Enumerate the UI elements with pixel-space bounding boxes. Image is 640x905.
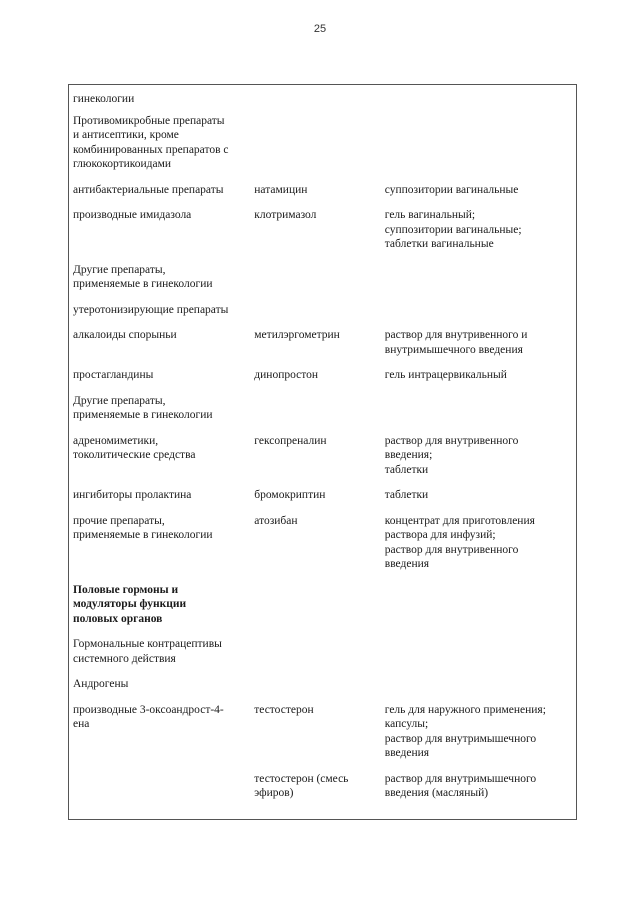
table-row [73,303,572,318]
category-cell: Другие препараты, применяемые в гинекологии [73,394,213,421]
table-row [73,583,572,627]
drug-name-cell: клотримазол [254,209,317,221]
table-row [73,92,572,107]
table-row [73,434,572,478]
category-cell: прочие препараты, применяемые в гинекологии [73,514,213,541]
table-row [73,328,572,357]
dosage-form-cell: гель интрацервикальный [384,369,507,381]
dosage-form-cell: раствор для внутримышечного введения (масляный) [384,772,537,799]
category-cell: Андрогены [73,678,129,690]
page-number: 25 [313,23,327,35]
category-cell: алкалоиды спорыньи [73,329,177,341]
category-cell: адреномиметики, токолитические средства [73,434,196,461]
category-cell: Другие препараты, применяемые в гинекологии [73,263,213,290]
category-cell: производные имидазола [73,209,192,221]
category-cell: простагландины [73,369,154,381]
table-row [73,263,572,292]
dosage-form-cell: раствор для внутривенного введения; таблетки [384,434,519,476]
category-cell: Половые гормоны и модуляторы функции половых органов [73,583,187,625]
dosage-form-cell: суппозитории вагинальные [384,183,519,196]
drug-table [68,84,577,820]
table-row [73,677,572,692]
table-row [73,703,572,761]
drug-name-cell: натамицин [254,183,308,196]
table-row [73,394,572,423]
table-row [73,488,572,503]
dosage-form-cell: гель для наружного применения; капсулы; раствор для внутримышечного введения [384,703,546,759]
dosage-form-cell: гель вагинальный; суппозитории вагинальные; таблетки вагинальные [384,209,522,250]
category-cell: антибактериальные препараты [73,183,224,196]
table-row [73,637,572,666]
table-rows [73,92,572,801]
drug-name-cell: гексопреналин [254,434,327,447]
drug-name-cell: бромокриптин [254,489,326,501]
category-cell: производные 3-оксоандрост-4- ена [73,703,224,730]
drug-name-cell: тестостерон [254,703,314,716]
dosage-form-cell: таблетки [384,489,429,501]
table-row [73,772,572,801]
dosage-form-cell: концентрат для приготовления раствора для инфузий; раствор для внутривенного введения [384,514,535,570]
drug-name-cell: метилэргометрин [254,329,340,341]
drug-name-cell: динопростон [254,369,319,381]
table-row [73,514,572,572]
drug-name-cell: тестостерон (смесь эфиров) [254,772,349,799]
category-cell: Гормональные контрацептивы системного действия [73,638,222,665]
table-row [73,368,572,383]
dosage-form-cell: раствор для внутривенного и внутримышечного введения [384,329,528,356]
table-row [73,114,572,172]
category-cell: утеротонизирующие препараты [73,303,229,316]
category-cell: Противомикробные препараты и антисептики, кроме комбинированных препаратов с глюкокортикоидами [73,114,229,170]
table-row [73,183,572,198]
table-row [73,208,572,252]
category-cell: ингибиторы пролактина [73,489,192,501]
category-cell: гинекологии [73,93,135,105]
drug-name-cell: атозибан [254,514,298,527]
